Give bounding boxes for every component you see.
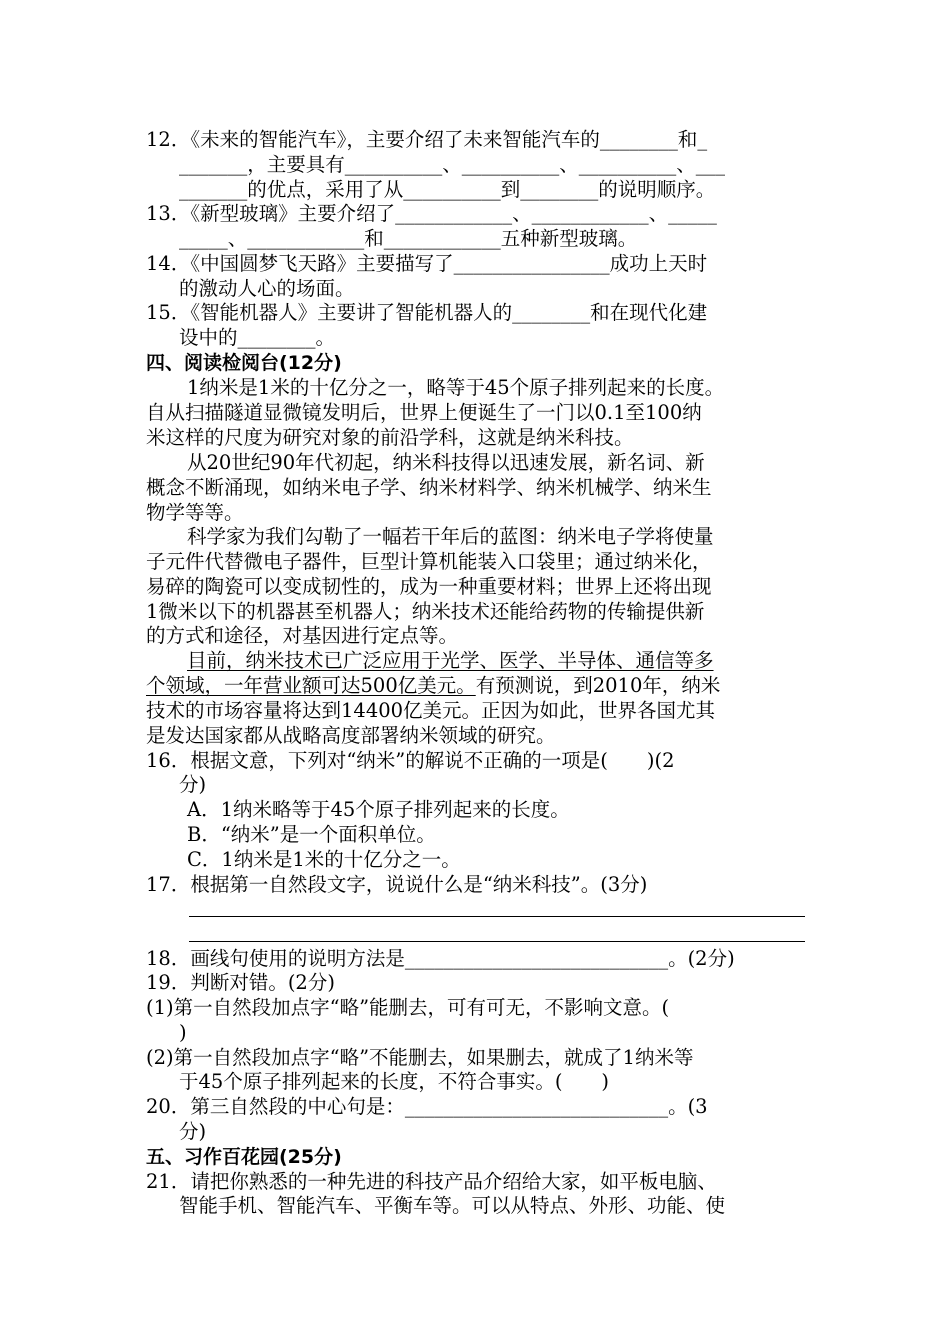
section-5-heading: 五、习作百花园(25分) — [146, 1146, 342, 1168]
q17-answer-rule-2 — [189, 941, 805, 942]
q20-line1: 20．第三自然段的中心句是：___________________________。(3 — [146, 1095, 708, 1118]
q13-line2: _____、____________和____________五种新型玻璃。 — [179, 227, 638, 250]
q17-line1: 17．根据第一自然段文字，说说什么是“纳米科技”。(3分) — [146, 873, 648, 896]
q12-line2: _______，主要具有__________、__________、__________、___ — [179, 153, 726, 176]
section-4-heading: 四、阅读检阅台(12分) — [146, 352, 342, 374]
q14-line1: 14．《中国圆梦飞天路》主要描写了________________成功上天时 — [146, 252, 708, 275]
passage-p4-line2-rest: 有预测说，到2010年，纳米 — [475, 674, 721, 697]
passage-p4-line2 — [146, 673, 720, 699]
q16-line1: 16．根据文意，下列对“纳米”的解说不正确的一项是( )(2 — [146, 749, 675, 772]
passage-p2-line2: 概念不断涌现，如纳米电子学、纳米材料学、纳米机械学、纳米生 — [146, 476, 712, 499]
q21-line1: 21．请把你熟悉的一种先进的科技产品介绍给大家，如平板电脑、 — [146, 1170, 717, 1193]
passage-p1-line2: 自从扫描隧道显微镜发明后，世界上便诞生了一门以0.1至100纳 — [146, 401, 702, 424]
passage-p3-line3: 易碎的陶瓷可以变成韧性的，成为一种重要材料；世界上还将出现 — [146, 575, 712, 598]
passage-p4-underlined-line1: 目前，纳米技术已广泛应用于光学、医学、半导体、通信等多 — [187, 649, 714, 672]
q13-line1: 13．《新型玻璃》主要介绍了____________、____________、_____ — [146, 202, 717, 225]
q19-statement2-line1: (2)第一自然段加点字“略”不能删去，如果删去，就成了1纳米等 — [146, 1046, 694, 1069]
passage-p3-line2: 子元件代替微电子器件，巨型计算机能装入口袋里；通过纳米化， — [146, 550, 712, 573]
q21-line2: 智能手机、智能汽车、平衡车等。可以从特点、外形、功能、使 — [179, 1194, 726, 1217]
passage-p4-line4: 是发达国家都从战略高度部署纳米领域的研究。 — [146, 724, 556, 747]
passage-p1-line1: 1纳米是1米的十亿分之一，略等于45个原子排列起来的长度。 — [187, 376, 725, 399]
q18-line1: 18．画线句使用的说明方法是___________________________。(2分) — [146, 947, 735, 970]
passage-p4-line3: 技术的市场容量将达到14400亿美元。正因为如此，世界各国尤其 — [146, 699, 716, 722]
q17-answer-rule-1 — [189, 916, 805, 917]
q12-line3: _______的优点，采用了从__________到________的说明顺序。 — [179, 178, 716, 201]
q16-option-a: A．1纳米略等于45个原子排列起来的长度。 — [187, 798, 570, 821]
passage-p3-line4: 1微米以下的机器甚至机器人；纳米技术还能给药物的传输提供新 — [146, 600, 705, 623]
passage-p2-line3: 物学等等。 — [146, 501, 244, 524]
q19-statement2-line2: 于45个原子排列起来的长度，不符合事实。( ) — [179, 1070, 610, 1093]
passage-p3-line5: 的方式和途径，对基因进行定点等。 — [146, 624, 459, 647]
q15-line1: 15．《智能机器人》主要讲了智能机器人的________和在现代化建 — [146, 301, 708, 324]
q15-line2: 设中的________。 — [179, 326, 336, 349]
q12-line1: 12．《未来的智能汽车》，主要介绍了未来智能汽车的________和_ — [146, 128, 708, 151]
q14-line2: 的激动人心的场面。 — [179, 277, 355, 300]
q16-option-c: C．1纳米是1米的十亿分之一。 — [187, 848, 461, 871]
q16-line2: 分) — [179, 773, 207, 796]
q19-line1: 19．判断对错。(2分) — [146, 971, 335, 994]
passage-p3-line1: 科学家为我们勾勒了一幅若干年后的蓝图：纳米电子学将使量 — [187, 525, 714, 548]
q19-statement1-line2: ) — [179, 1021, 187, 1044]
passage-p1-line3: 米这样的尺度为研究对象的前沿学科，这就是纳米科技。 — [146, 426, 634, 449]
q20-line2: 分) — [179, 1120, 207, 1143]
q16-option-b: B．“纳米”是一个面积单位。 — [187, 823, 436, 846]
q19-statement1-line1: (1)第一自然段加点字“略”能删去，可有可无，不影响文意。( — [146, 996, 670, 1019]
passage-p4-underlined-line2: 个领域，一年营业额可达500亿美元。 — [146, 674, 476, 697]
passage-p2-line1: 从20世纪90年代初起，纳米科技得以迅速发展，新名词、新 — [187, 451, 705, 474]
